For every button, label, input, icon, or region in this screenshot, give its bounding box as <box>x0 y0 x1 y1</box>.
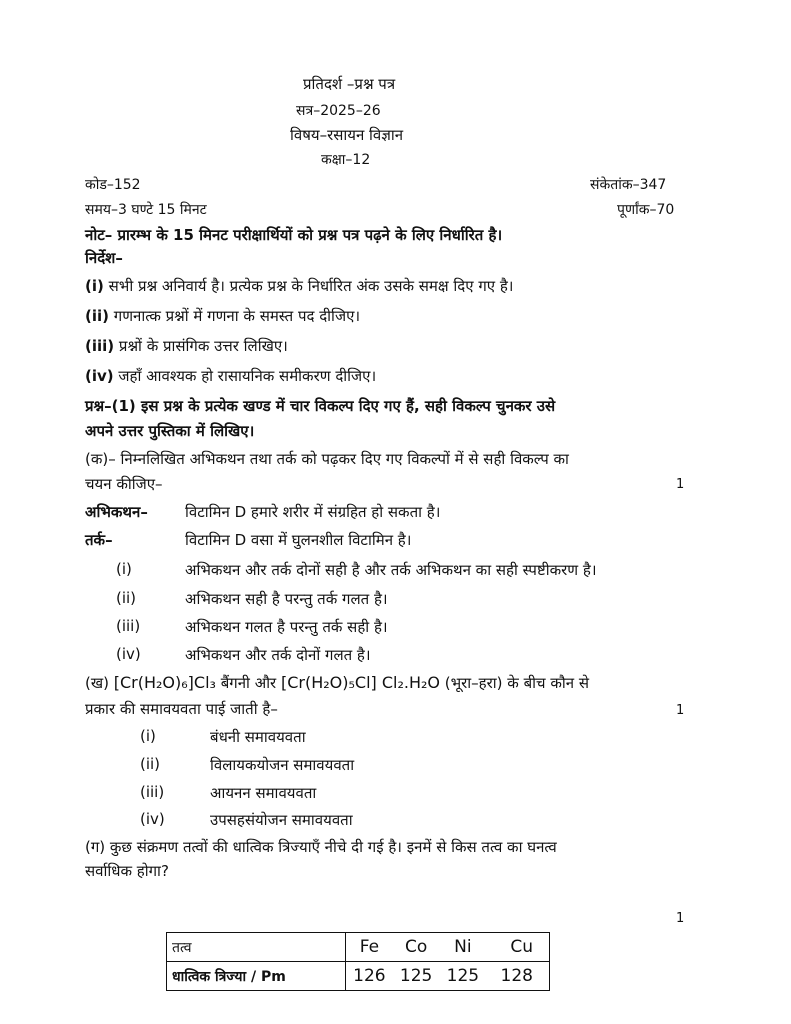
instructions-heading: निर्देश– <box>85 249 123 267</box>
instruction-number: (iv) <box>85 367 114 385</box>
reason-label: तर्क– <box>85 531 113 549</box>
note-text: नोट– प्रारम्भ के 15 मिनट परीक्षार्थियों को प्रश्न पत्र पढ़ने के लिए निर्धारित है। <box>85 226 503 244</box>
paper-title: प्रतिदर्श –प्रश्न पत्र <box>303 75 396 93</box>
assertion-text: विटामिन D हमारे शरीर में संग्रहित हो सकता है। <box>185 503 441 521</box>
instruction-text: जहॉं आवश्यक हो रासायनिक समीकरण दीजिए। <box>113 367 377 385</box>
part-kha-prefix: (ख) <box>85 674 114 692</box>
instruction-item <box>85 276 514 296</box>
instruction-number: (iii) <box>85 337 115 355</box>
part-ga-marks: 1 <box>676 911 685 926</box>
max-marks-label: पूर्णांक–70 <box>617 202 675 218</box>
option-number: (ii) <box>140 755 161 773</box>
reason-text: विटामिन D वसा में घुलनशील विटामिन है। <box>185 531 412 549</box>
part-kha-line-1 <box>85 673 589 693</box>
session-label: सत्र–2025–26 <box>296 103 381 119</box>
radius-value: 128 <box>500 966 533 986</box>
instruction-item <box>85 306 360 326</box>
option-text: अभिकथन सही है परन्तु तर्क गलत है। <box>185 590 388 608</box>
formula-green-complex: [Cr(H₂O)₅Cl] Cl₂.H₂O <box>280 673 440 692</box>
assertion-label: अभिकथन– <box>85 503 148 521</box>
radius-value: 126 <box>353 966 386 986</box>
table-header-radius: धात्विक त्रिज्या / Pm <box>167 962 346 991</box>
option-text: बंधनी समावयवता <box>210 728 306 746</box>
class-label: कक्षा–12 <box>321 152 371 168</box>
part-kha-line-2: प्रकार की समावयवता पाई जाती है– <box>85 700 278 718</box>
question-1-line-2: अपने उत्तर पुस्तिका में लिखिए। <box>85 422 255 440</box>
instruction-number: (ii) <box>85 307 109 325</box>
element-symbol: Ni <box>454 937 472 957</box>
part-kha-text: (भूरा–हरा) के बीच कौन से <box>440 674 589 692</box>
index-label: संकेतांक–347 <box>590 177 667 193</box>
option-text: उपसहसंयोजन समावयवता <box>210 811 353 829</box>
table-row <box>167 962 550 991</box>
option-number: (iv) <box>116 645 141 663</box>
option-text: अभिकथन गलत है परन्तु तर्क सही है। <box>185 618 388 636</box>
option-text: आयनन समावयवता <box>210 784 317 802</box>
subject-label: विषय–रसायन विज्ञान <box>290 126 404 144</box>
option-number: (iv) <box>140 810 165 828</box>
part-ka-marks: 1 <box>676 477 685 492</box>
option-text: अभिकथन और तर्क दोनों सही है और तर्क अभिकथन का सही स्पष्टीकरण है। <box>185 561 597 579</box>
option-number: (i) <box>140 727 156 745</box>
part-ga-line-1: (ग) कुछ संक्रमण तत्वों की धात्विक त्रिज्याऍं नीचे दी गई है। इनमें से किस तत्व का घनत्व <box>85 838 557 856</box>
instruction-text: प्रश्नों के प्रासंगिक उत्तर लिखिए। <box>114 337 288 355</box>
time-label: समय–3 घण्टे 15 मिनट <box>85 202 207 218</box>
part-ka-line-1: (क)– निम्नलिखित अभिकथन तथा तर्क को पढ़कर दिए गए विकल्पों में से सही विकल्प का <box>85 450 569 468</box>
table-header-element: तत्व <box>167 933 346 962</box>
part-ga-line-2: सर्वाधिक होगा? <box>85 862 169 880</box>
instruction-text: सभी प्रश्न अनिवार्य है। प्रत्येक प्रश्न के निर्धारित अंक उसके समक्ष दिए गए है। <box>103 277 514 295</box>
table-row <box>167 933 550 962</box>
option-number: (i) <box>116 560 132 578</box>
instruction-text: गणनात्क प्रश्नों में गणना के समस्त पद दीजिए। <box>109 307 361 325</box>
element-symbol: Co <box>404 937 428 957</box>
part-kha-marks: 1 <box>676 703 685 718</box>
question-1-line-1: प्रश्न–(1) इस प्रश्न के प्रत्येक खण्ड में चार विकल्प दिए गए हैं, सही विकल्प चुनकर उसे <box>85 397 556 415</box>
option-text: विलायकयोजन समावयवता <box>210 756 355 774</box>
option-number: (ii) <box>116 589 137 607</box>
code-label: कोड–152 <box>85 177 141 193</box>
instruction-item <box>85 366 376 386</box>
part-kha-text: बैंगनी और <box>215 674 281 692</box>
table-cell <box>346 962 550 991</box>
radius-value: 125 <box>446 966 480 986</box>
metallic-radii-table <box>166 932 550 991</box>
option-number: (iii) <box>140 783 165 801</box>
part-ka-line-2: चयन कीजिए– <box>85 475 163 493</box>
option-text: अभिकथन और तर्क दोनों गलत है। <box>185 646 371 664</box>
element-symbol: Cu <box>510 937 533 957</box>
radius-value: 125 <box>399 966 433 986</box>
option-number: (iii) <box>116 617 141 635</box>
instruction-number: (i) <box>85 277 104 295</box>
formula-violet-complex: [Cr(H₂O)₆]Cl₃ <box>113 673 216 692</box>
element-symbol: Fe <box>359 937 380 957</box>
instruction-item <box>85 336 288 356</box>
table-cell <box>346 933 550 962</box>
